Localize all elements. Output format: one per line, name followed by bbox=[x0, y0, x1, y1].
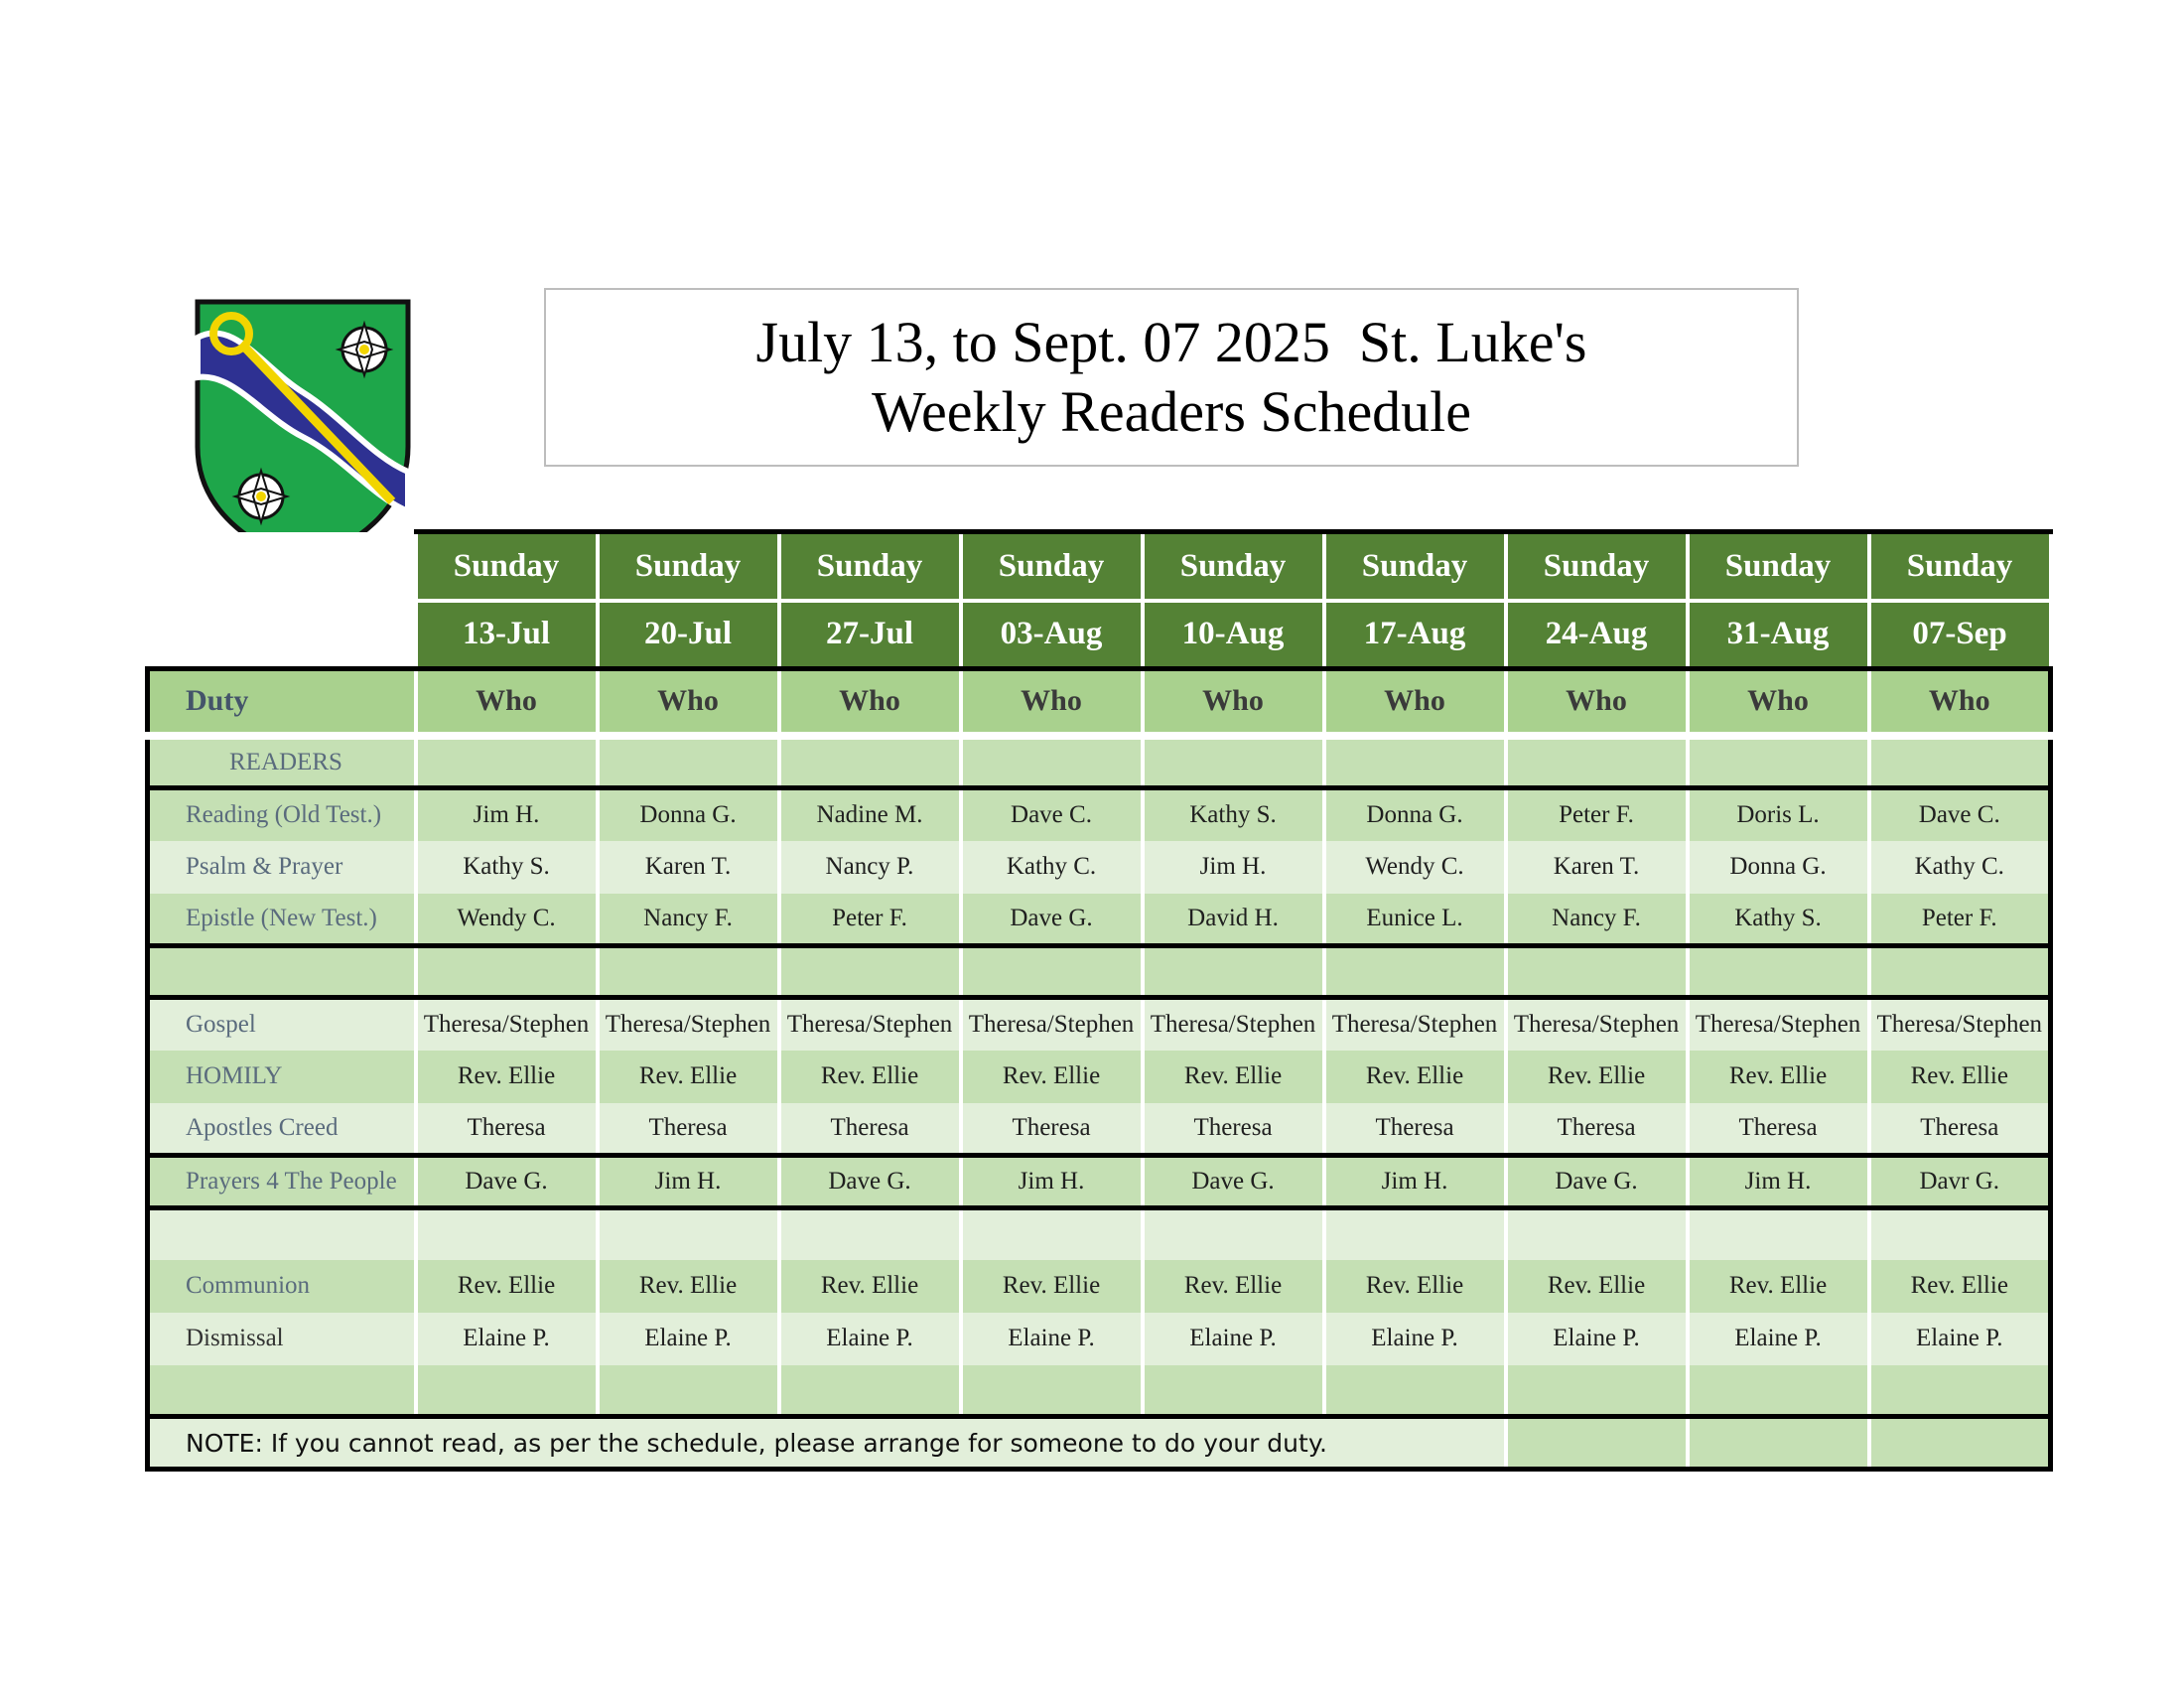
table-row bbox=[148, 1260, 2051, 1313]
day-header: Sunday bbox=[961, 532, 1143, 601]
table-cell: Wendy C. bbox=[416, 894, 598, 946]
spacer-row bbox=[148, 1365, 2051, 1417]
table-cell: Rev. Ellie bbox=[416, 1051, 598, 1103]
who-header-row bbox=[148, 669, 2051, 736]
table-cell: Elaine P. bbox=[1324, 1313, 1506, 1365]
table-cell: Rev. Ellie bbox=[1143, 1051, 1324, 1103]
who-header: Who bbox=[961, 669, 1143, 736]
table-cell: Eunice L. bbox=[1324, 894, 1506, 946]
who-header: Who bbox=[779, 669, 961, 736]
table-cell: Theresa/Stephen bbox=[1143, 998, 1324, 1051]
duty-label: HOMILY bbox=[148, 1051, 416, 1103]
date-header: 07-Sep bbox=[1869, 601, 2051, 669]
day-header: Sunday bbox=[1506, 532, 1688, 601]
table-cell: Elaine P. bbox=[416, 1313, 598, 1365]
day-header: Sunday bbox=[1143, 532, 1324, 601]
table-cell: Karen T. bbox=[1506, 841, 1688, 894]
date-header: 17-Aug bbox=[1324, 601, 1506, 669]
table-cell: Nadine M. bbox=[779, 788, 961, 841]
day-header: Sunday bbox=[1869, 532, 2051, 601]
table-cell: Elaine P. bbox=[1688, 1313, 1869, 1365]
table-cell: Nancy F. bbox=[598, 894, 779, 946]
table-cell: Donna G. bbox=[598, 788, 779, 841]
who-header: Who bbox=[1143, 669, 1324, 736]
table-cell: Theresa bbox=[1869, 1103, 2051, 1156]
who-header: Who bbox=[1688, 669, 1869, 736]
table-cell: Elaine P. bbox=[598, 1313, 779, 1365]
day-header: Sunday bbox=[1688, 532, 1869, 601]
table-cell: Karen T. bbox=[598, 841, 779, 894]
church-crest-icon bbox=[194, 298, 412, 568]
table-cell: Theresa/Stephen bbox=[1869, 998, 2051, 1051]
table-cell: Dave C. bbox=[1869, 788, 2051, 841]
table-cell: Theresa bbox=[1506, 1103, 1688, 1156]
table-row bbox=[148, 788, 2051, 841]
table-cell: Theresa bbox=[1324, 1103, 1506, 1156]
table-cell: Peter F. bbox=[1869, 894, 2051, 946]
table-cell: Rev. Ellie bbox=[1324, 1051, 1506, 1103]
table-cell: Nancy F. bbox=[1506, 894, 1688, 946]
table-cell: Kathy S. bbox=[1143, 788, 1324, 841]
table-cell: Theresa/Stephen bbox=[779, 998, 961, 1051]
table-cell: Dave C. bbox=[961, 788, 1143, 841]
title-line-1: July 13, to Sept. 07 2025 St. Luke's bbox=[755, 310, 1587, 374]
date-header: 03-Aug bbox=[961, 601, 1143, 669]
date-header: 13-Jul bbox=[416, 601, 598, 669]
table-cell: Theresa bbox=[416, 1103, 598, 1156]
table-cell: Elaine P. bbox=[1506, 1313, 1688, 1365]
table-cell: Theresa/Stephen bbox=[1324, 998, 1506, 1051]
table-cell: Wendy C. bbox=[1324, 841, 1506, 894]
duty-header: Duty bbox=[148, 669, 416, 736]
table-cell: Theresa bbox=[1143, 1103, 1324, 1156]
table-cell: Theresa/Stephen bbox=[961, 998, 1143, 1051]
table-cell: Theresa bbox=[598, 1103, 779, 1156]
table-cell: Peter F. bbox=[779, 894, 961, 946]
title-line-2: Weekly Readers Schedule bbox=[871, 379, 1472, 444]
date-header: 31-Aug bbox=[1688, 601, 1869, 669]
table-cell: Rev. Ellie bbox=[1688, 1260, 1869, 1313]
table-cell: Jim H. bbox=[416, 788, 598, 841]
table-cell: Theresa/Stephen bbox=[598, 998, 779, 1051]
table-cell: Theresa bbox=[1688, 1103, 1869, 1156]
table-cell: Elaine P. bbox=[961, 1313, 1143, 1365]
table-cell: Theresa bbox=[779, 1103, 961, 1156]
table-cell: Jim H. bbox=[1143, 841, 1324, 894]
table-cell: Rev. Ellie bbox=[416, 1260, 598, 1313]
table-cell: Rev. Ellie bbox=[1869, 1260, 2051, 1313]
table-cell: Davr G. bbox=[1869, 1156, 2051, 1208]
who-header: Who bbox=[1869, 669, 2051, 736]
table-row bbox=[148, 841, 2051, 894]
table-cell: Kathy C. bbox=[1869, 841, 2051, 894]
table-cell: Kathy S. bbox=[1688, 894, 1869, 946]
table-row bbox=[148, 998, 2051, 1051]
note-text: NOTE: If you cannot read, as per the schedule, please arrange for someone to do your duty. bbox=[148, 1417, 1506, 1470]
table-cell: Rev. Ellie bbox=[598, 1051, 779, 1103]
table-cell: Theresa/Stephen bbox=[1688, 998, 1869, 1051]
table-row bbox=[148, 1313, 2051, 1365]
table-cell: Theresa/Stephen bbox=[1506, 998, 1688, 1051]
table-cell: David H. bbox=[1143, 894, 1324, 946]
table-row bbox=[148, 1103, 2051, 1156]
table-cell: Rev. Ellie bbox=[1506, 1051, 1688, 1103]
who-header: Who bbox=[598, 669, 779, 736]
table-cell: Rev. Ellie bbox=[961, 1051, 1143, 1103]
duty-label: Communion bbox=[148, 1260, 416, 1313]
date-header: 27-Jul bbox=[779, 601, 961, 669]
table-cell: Dave G. bbox=[1143, 1156, 1324, 1208]
table-cell: Rev. Ellie bbox=[961, 1260, 1143, 1313]
spacer-row bbox=[148, 946, 2051, 998]
day-header: Sunday bbox=[779, 532, 961, 601]
table-row bbox=[148, 894, 2051, 946]
who-header: Who bbox=[416, 669, 598, 736]
table-cell: Jim H. bbox=[961, 1156, 1143, 1208]
date-header: 24-Aug bbox=[1506, 601, 1688, 669]
schedule-table bbox=[145, 529, 2053, 1472]
table-cell: Rev. Ellie bbox=[1143, 1260, 1324, 1313]
duty-label: Prayers 4 The People bbox=[148, 1156, 416, 1208]
table-cell: Elaine P. bbox=[779, 1313, 961, 1365]
readers-section-row bbox=[148, 736, 2051, 788]
table-cell: Rev. Ellie bbox=[1324, 1260, 1506, 1313]
table-cell: Kathy C. bbox=[961, 841, 1143, 894]
table-cell: Theresa/Stephen bbox=[416, 998, 598, 1051]
day-header-row bbox=[148, 532, 2051, 601]
table-cell: Peter F. bbox=[1506, 788, 1688, 841]
table-cell: Donna G. bbox=[1688, 841, 1869, 894]
table-cell: Rev. Ellie bbox=[779, 1260, 961, 1313]
day-header: Sunday bbox=[416, 532, 598, 601]
note-row bbox=[148, 1417, 2051, 1470]
duty-label: Apostles Creed bbox=[148, 1103, 416, 1156]
table-cell: Rev. Ellie bbox=[1688, 1051, 1869, 1103]
spacer-row bbox=[148, 1208, 2051, 1260]
date-header: 20-Jul bbox=[598, 601, 779, 669]
duty-label: Gospel bbox=[148, 998, 416, 1051]
table-cell: Dave G. bbox=[416, 1156, 598, 1208]
duty-label: Dismissal bbox=[148, 1313, 416, 1365]
table-cell: Doris L. bbox=[1688, 788, 1869, 841]
day-header: Sunday bbox=[598, 532, 779, 601]
table-cell: Jim H. bbox=[1688, 1156, 1869, 1208]
table-cell: Dave G. bbox=[961, 894, 1143, 946]
table-row bbox=[148, 1051, 2051, 1103]
day-header: Sunday bbox=[1324, 532, 1506, 601]
table-cell: Jim H. bbox=[1324, 1156, 1506, 1208]
table-cell: Donna G. bbox=[1324, 788, 1506, 841]
section-label-readers: READERS bbox=[148, 736, 416, 788]
table-cell: Jim H. bbox=[598, 1156, 779, 1208]
table-cell: Dave G. bbox=[1506, 1156, 1688, 1208]
table-cell: Rev. Ellie bbox=[1506, 1260, 1688, 1313]
table-cell: Elaine P. bbox=[1143, 1313, 1324, 1365]
table-cell: Nancy P. bbox=[779, 841, 961, 894]
title-box bbox=[544, 288, 1799, 467]
table-cell: Rev. Ellie bbox=[779, 1051, 961, 1103]
table-cell: Rev. Ellie bbox=[1869, 1051, 2051, 1103]
table-cell: Rev. Ellie bbox=[598, 1260, 779, 1313]
who-header: Who bbox=[1506, 669, 1688, 736]
table-cell: Theresa bbox=[961, 1103, 1143, 1156]
duty-label: Epistle (New Test.) bbox=[148, 894, 416, 946]
table-row bbox=[148, 1156, 2051, 1208]
duty-label: Psalm & Prayer bbox=[148, 841, 416, 894]
table-cell: Elaine P. bbox=[1869, 1313, 2051, 1365]
table-cell: Kathy S. bbox=[416, 841, 598, 894]
date-header: 10-Aug bbox=[1143, 601, 1324, 669]
who-header: Who bbox=[1324, 669, 1506, 736]
duty-label: Reading (Old Test.) bbox=[148, 788, 416, 841]
date-header-row bbox=[148, 601, 2051, 669]
table-cell: Dave G. bbox=[779, 1156, 961, 1208]
